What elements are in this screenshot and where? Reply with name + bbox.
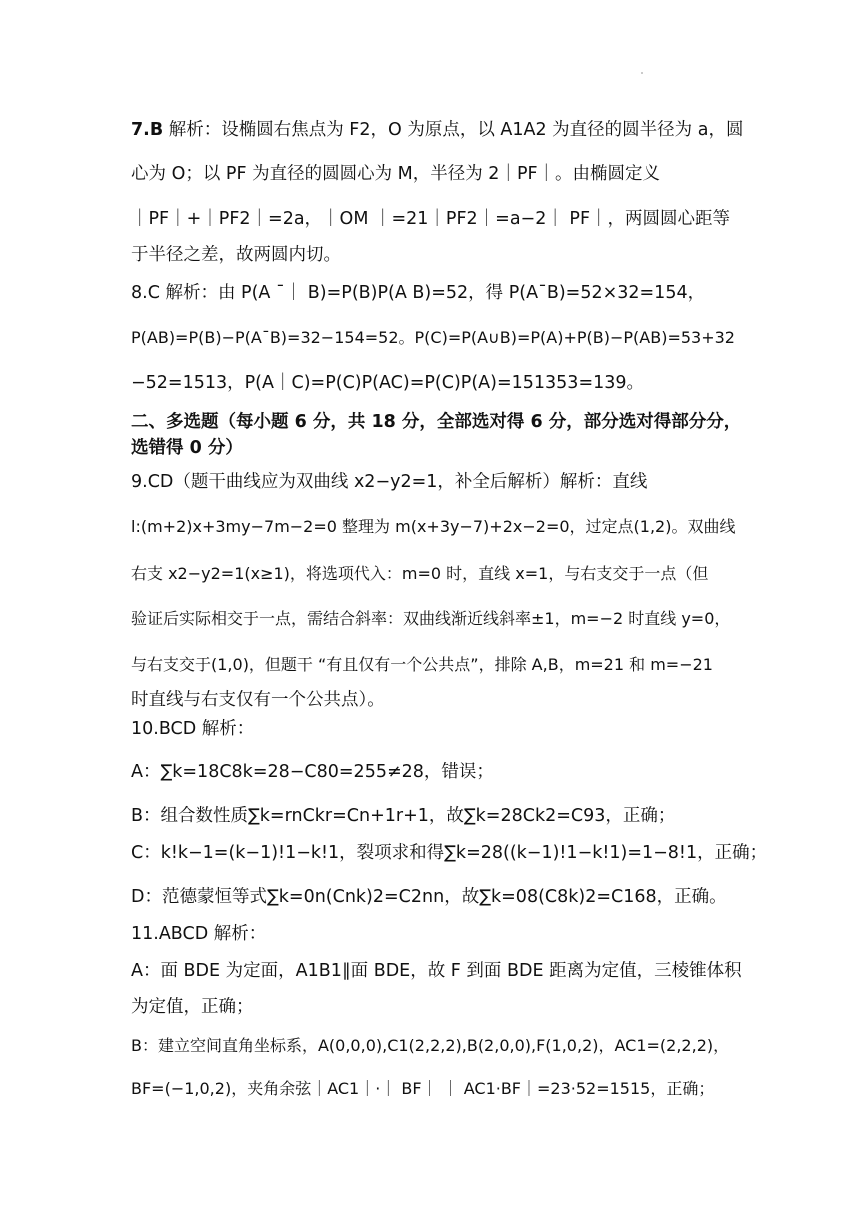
text-line: BF=(−1,0,2)，夹角余弦｜AC1｜·｜ BF｜ ｜ AC1·BF｜=23·52=1515，正确；	[131, 1079, 715, 1098]
text-line: 心为 O；以 PF 为直径的圆圆心为 M，半径为 2｜PF｜。由椭圆定义	[131, 164, 661, 184]
text-line: 时直线与右支仅有一个公共点）。	[131, 690, 385, 710]
scan-mark	[641, 72, 643, 74]
text-line: 于半径之差，故两圆内切。	[131, 245, 341, 265]
text-line: B：建立空间直角坐标系，A(0,0,0),C1(2,2,2),B(2,0,0),F(1,0,2)，AC1=(2,2,2)，	[131, 1036, 730, 1055]
text-line: 10.BCD 解析：	[131, 719, 255, 739]
section-heading: 二、多选题（每小题 6 分，共 18 分，全部选对得 6 分，部分选对得部分分，	[131, 412, 742, 432]
text-line: 9.CD（题干曲线应为双曲线 x2−y2=1，补全后解析）解析：直线	[131, 472, 648, 492]
text-line: A：∑k=18C8k=28−C80=255≠28，错误；	[131, 762, 494, 782]
question-label: 7.B	[131, 120, 164, 140]
text-line	[131, 118, 743, 142]
text-line: 11.ABCD 解析：	[131, 924, 267, 944]
text-line: 与右支交于(1,0)，但题干 “有且仅有一个公共点”，排除 A,B，m=21 和 m=−21	[131, 655, 713, 674]
text-line: A：面 BDE 为定面，A1B1∥面 BDE，故 F 到面 BDE 距离为定值，三棱锥体积	[131, 961, 742, 981]
text-line: P(AB)=P(B)−P(A¯B)=32−154=52。P(C)=P(A∪B)=P(A)+P(B)−P(AB)=53+32	[131, 328, 735, 347]
line-text: 解析：设椭圆右焦点为 F2，O 为原点，以 A1A2 为直径的圆半径为 a，圆	[168, 120, 744, 140]
text-line: l:(m+2)x+3my−7m−2=0 整理为 m(x+3y−7)+2x−2=0，过定点(1,2)。双曲线	[131, 517, 736, 536]
text-line: C：k!k−1=(k−1)!1−k!1，裂项求和得∑k=28((k−1)!1−k!1)=1−8!1，正确；	[131, 843, 768, 863]
text-line: 右支 x2−y2=1(x≥1)，将选项代入：m=0 时，直线 x=1，与右支交于一点（但	[131, 564, 709, 583]
text-line: B：组合数性质∑k=rnCkr=Cn+1r+1，故∑k=28Ck2=C93，正确；	[131, 806, 676, 826]
text-line: D：范德蒙恒等式∑k=0n(Cnk)2=C2nn，故∑k=08(C8k)2=C168，正确。	[131, 887, 727, 907]
text-line: 8.C 解析：由 P(A ¯｜ B)=P(B)P(A B)=52，得 P(A¯B)=52×32=154，	[131, 283, 706, 303]
text-line: −52=1513，P(A｜C)=P(C)P(AC)=P(C)P(A)=151353=139。	[131, 373, 645, 393]
text-line: 为定值，正确；	[131, 997, 254, 1017]
text-line: 验证后实际相交于一点，需结合斜率：双曲线渐近线斜率±1，m=−2 时直线 y=0，	[131, 609, 731, 628]
section-heading-cont: 选错得 0 分）	[131, 438, 243, 458]
text-line: ｜PF｜+｜PF2｜=2a，｜OM ｜=21｜PF2｜=a−2｜ PF｜，两圆圆心距等	[131, 209, 731, 229]
